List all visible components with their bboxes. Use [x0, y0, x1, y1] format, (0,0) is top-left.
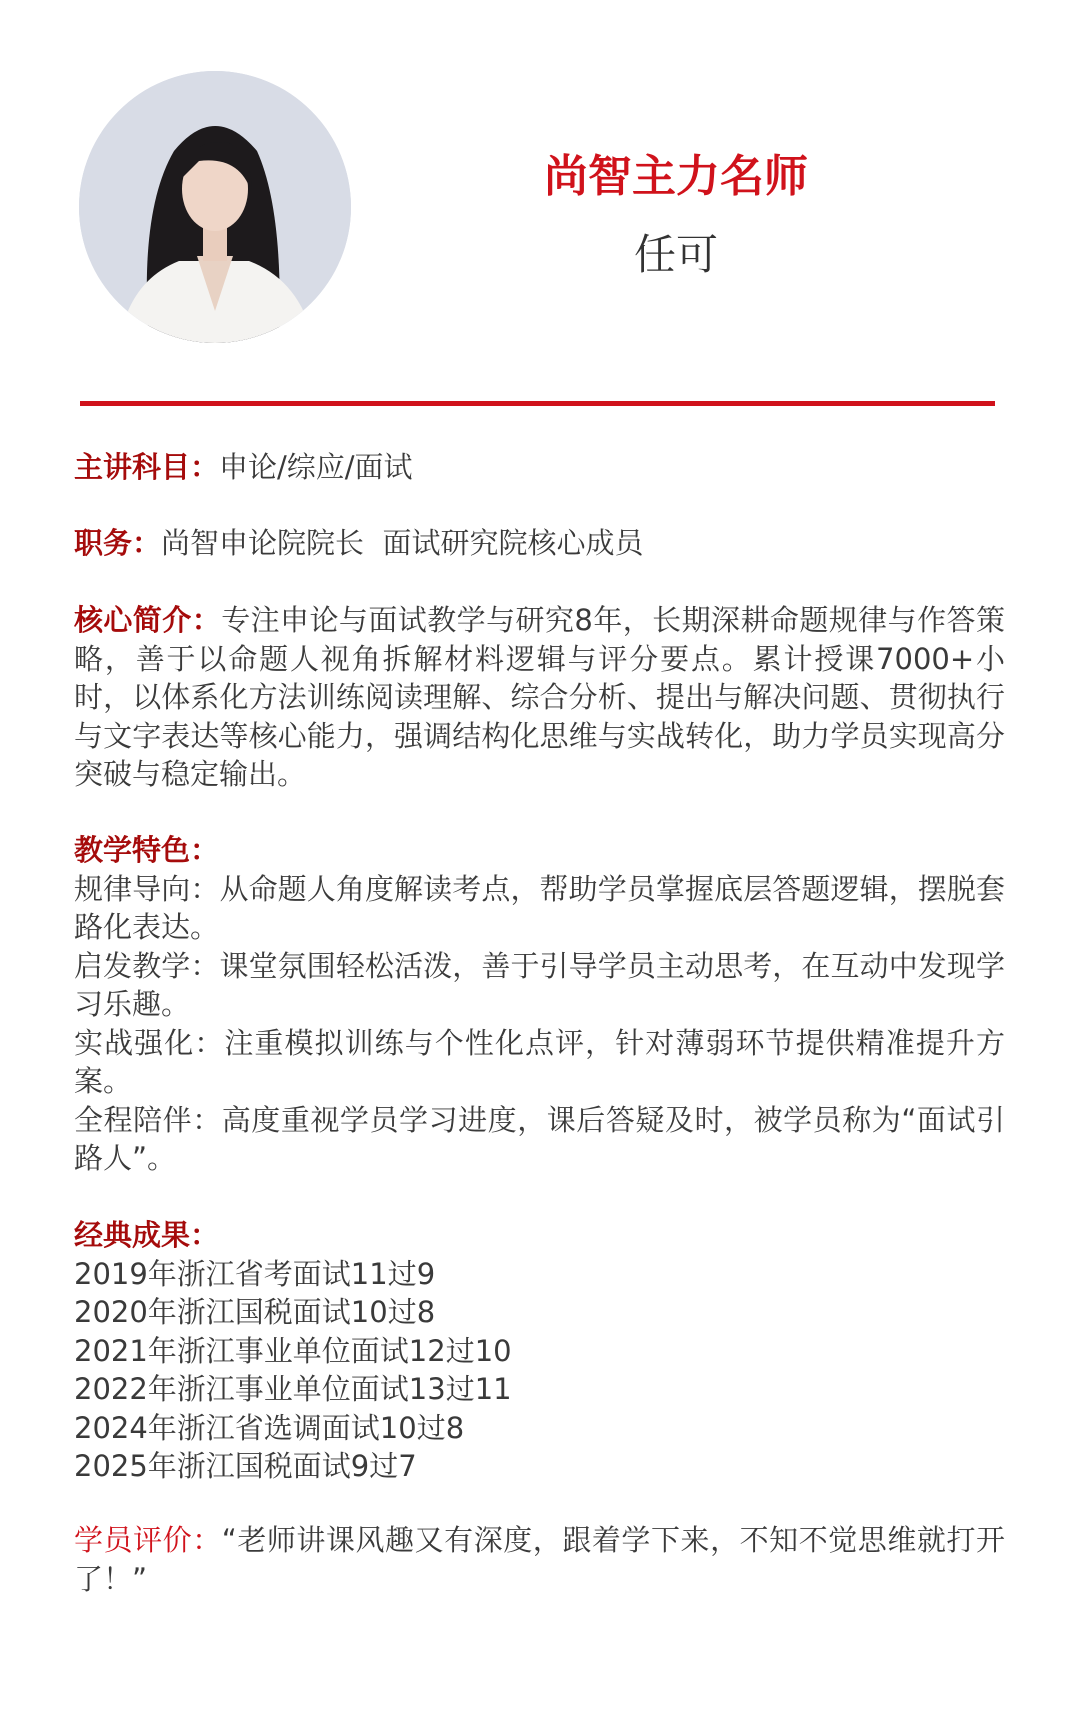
teacher-name: 任可 [633, 230, 718, 279]
achievement-item: 2022年浙江事业单位面试13过11 [74, 1372, 512, 1406]
features-label: 教学特色： [74, 833, 220, 867]
features-section [74, 831, 1005, 1178]
achievement-item: 2024年浙江省选调面试10过8 [74, 1410, 465, 1445]
feature-item: 启发教学：课堂氛围轻松活泼，善于引导学员主动思考，在互动中发现学习乐趣。 [74, 948, 1005, 1021]
achievements-label: 经典成果： [74, 1218, 220, 1252]
review-section [74, 1521, 1005, 1598]
title-badge: 尚智主力名师 [544, 151, 808, 202]
feature-item: 全程陪伴：高度重视学员学习进度，课后答疑及时，被学员称为“面试引路人”。 [74, 1102, 1005, 1175]
review-label: 学员评价： [74, 1523, 222, 1557]
achievement-item: 2020年浙江国税面试10过8 [74, 1295, 436, 1329]
achievement-item: 2025年浙江国税面试9过7 [74, 1449, 417, 1483]
position-section [74, 524, 1005, 563]
subjects-section [74, 448, 1005, 487]
position-value: 尚智申论院院长 面试研究院核心成员 [161, 526, 644, 560]
achievements-section [74, 1216, 1005, 1486]
intro-value: 专注申论与面试教学与研究8年，长期深耕命题规律与作答策略，善于以命题人视角拆解材料逻辑与评分要点。累计授课7000+小时，以体系化方法训练阅读理解、综合分析、提出与解决问题、贯彻执行与文字表达等核心能力，强调结构化思维与实战转化，助力学员实现高分突破与稳定输出。 [74, 603, 1005, 791]
intro-label: 核心简介： [74, 603, 222, 637]
subjects-value: 申论/综应/面试 [219, 450, 413, 484]
feature-item: 规律导向：从命题人角度解读考点，帮助学员掌握底层答题逻辑，摆脱套路化表达。 [74, 871, 1005, 944]
achievement-item: 2019年浙江省考面试11过9 [74, 1256, 436, 1291]
subjects-label: 主讲科目： [74, 450, 220, 484]
teacher-photo [79, 71, 351, 343]
divider [80, 401, 995, 406]
achievement-item: 2021年浙江事业单位面试12过10 [74, 1333, 512, 1368]
feature-item: 实战强化：注重模拟训练与个性化点评，针对薄弱环节提供精准提升方案。 [74, 1025, 1005, 1098]
review-value: “老师讲课风趣又有深度，跟着学下来，不知不觉思维就打开了！” [74, 1523, 1005, 1596]
intro-section [74, 601, 1005, 794]
position-label: 职务： [74, 526, 162, 560]
